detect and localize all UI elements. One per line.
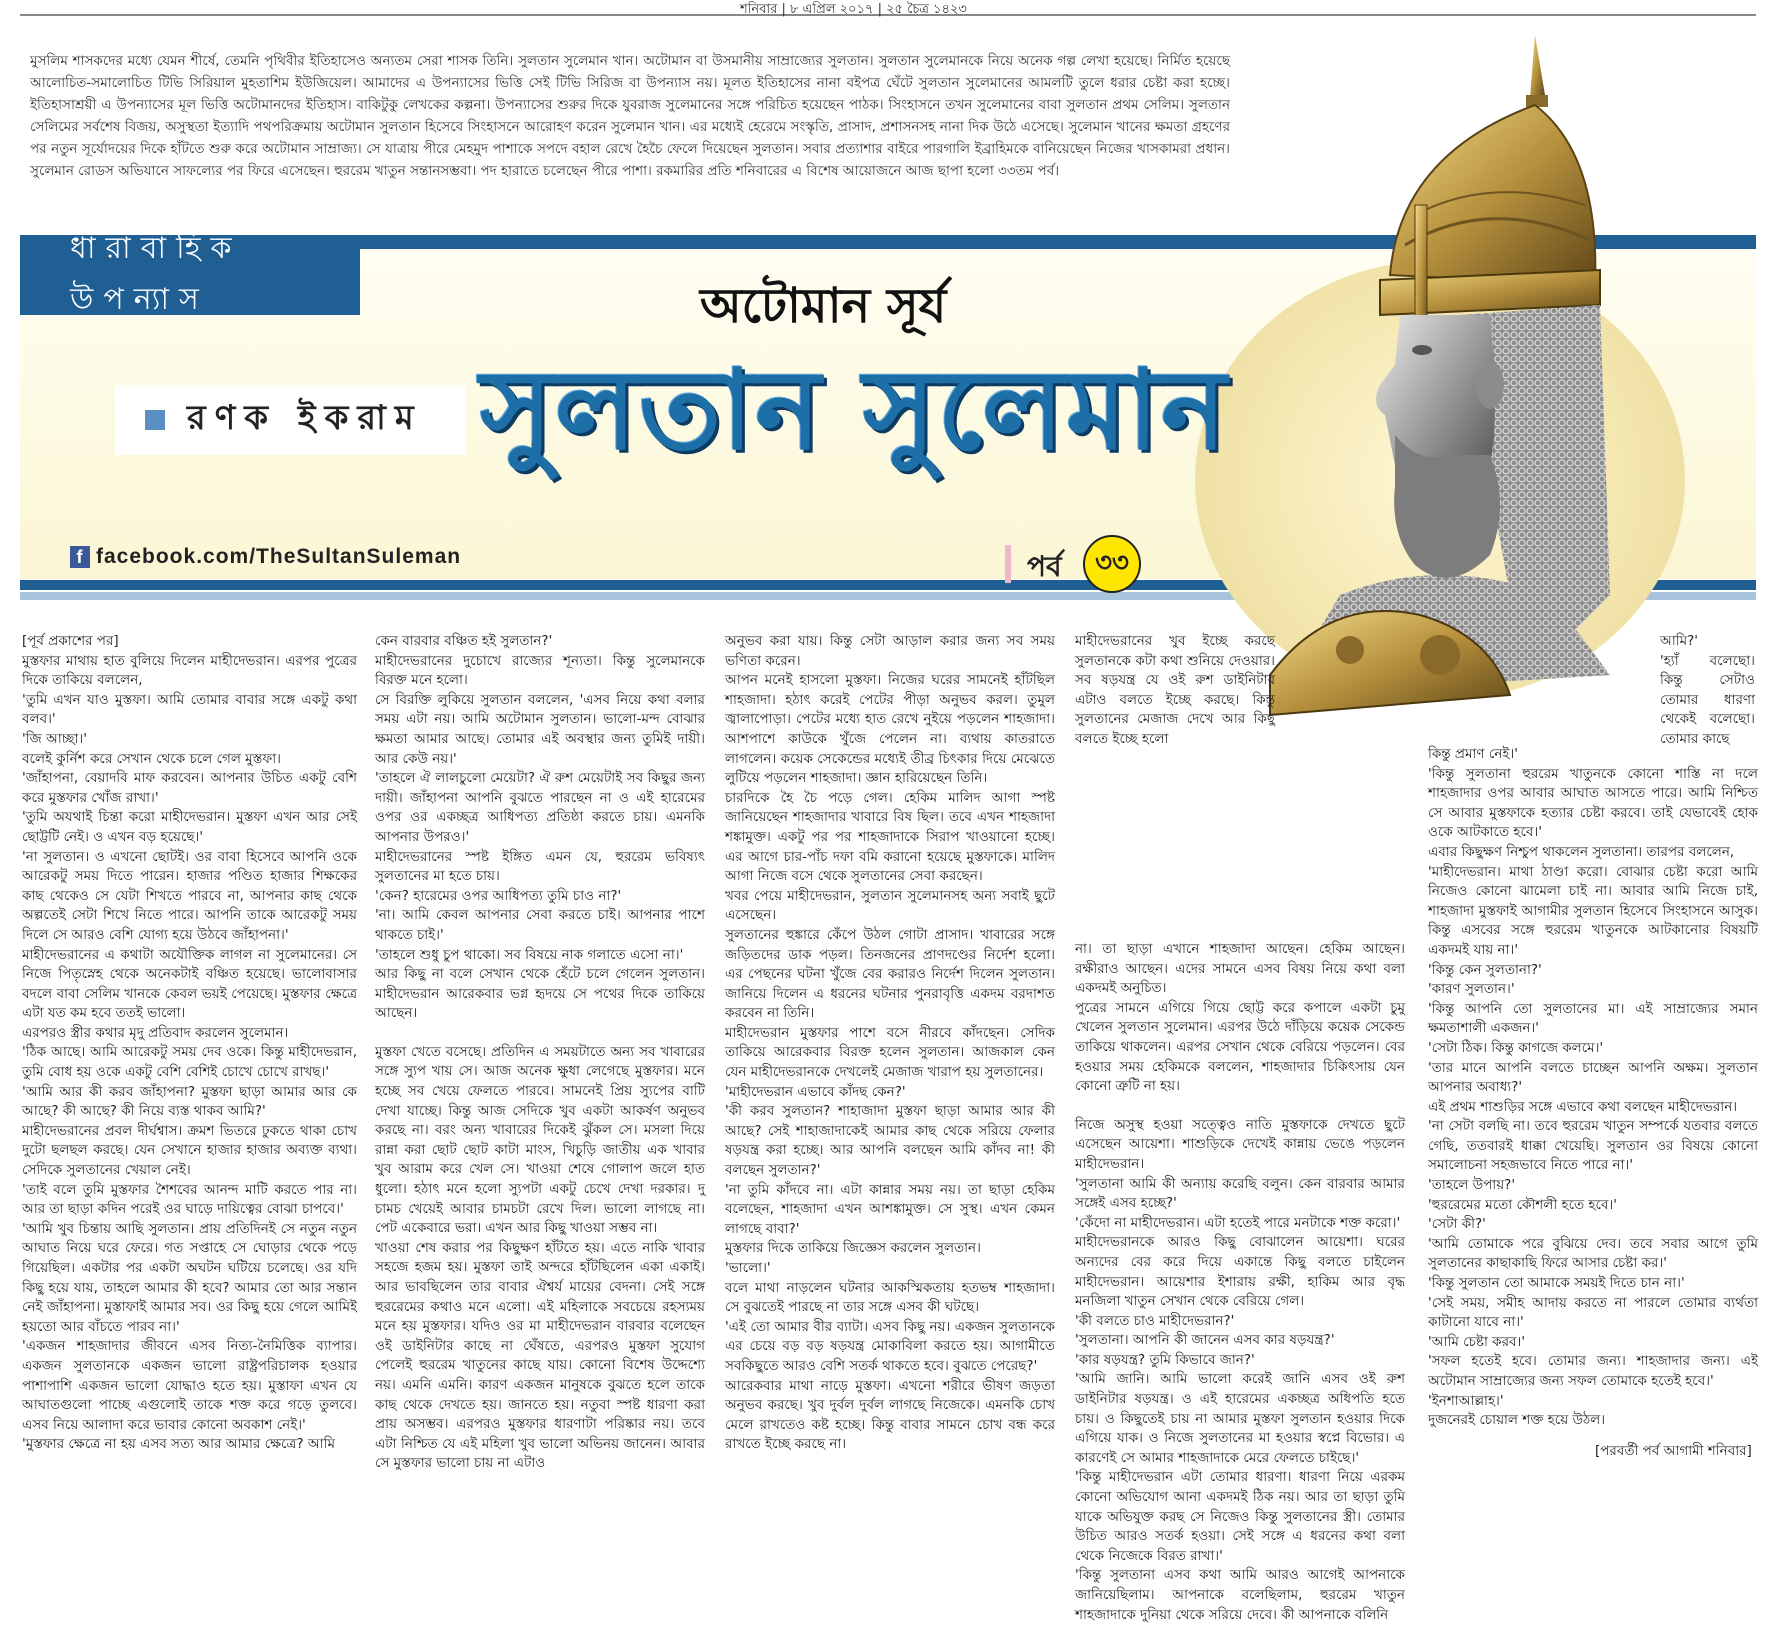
- paragraph: 'তাহলে ঐ লালচুলো মেয়েটা? ঐ রুশ মেয়েটাই সব কিছুর জন্য দায়ী। জাঁহাপনা আপনি বুঝতে পারছেন না ও এই হারেমের ওপর ওর একচ্ছত্র আধিপত্য প্রতিষ্ঠা করতে চায়। এমনকি আপনার উপরও।': [375, 770, 705, 845]
- paragraph: 'কার ষড়যন্ত্র? তুমি কিভাবে জান?': [1075, 1351, 1255, 1368]
- paragraph: চারদিকে হৈ চৈ পড়ে গেল। হেকিম মালিদ আগা স্পষ্ট জানিয়েছেন শাহজাদার খাবারে বিষ ছিল। তবে এখন শাহজাদা শঙ্কামুক্ত। একটু পর পর শাহজাদাকে সিরাপ খাওয়ানো হচ্ছে। এর আগে চার-পাঁচ দফা বমি করানো হয়েছে মুস্তফাকে। মালিদ আগা নিজে বসে থেকে সুলতানের সেবা করছেন।: [725, 789, 1055, 885]
- paragraph: 'ঠিক আছে। আমি আরেকটু সময় দেব ওকে। কিন্তু মাহীদেভরান, তুমি বোধ হয় ওকে একটু বেশি বেশিই চোখে চোখে রাখছ।': [22, 1044, 357, 1081]
- author-box: [115, 385, 465, 455]
- series-label: ধারাবাহিক উপন্যাস: [20, 235, 360, 315]
- paragraph: 'কিন্তু সুলতান তো আমাকে সময়ই দিতে চান না।': [1428, 1275, 1685, 1292]
- paragraph: মাহীদেভরানের দুচোখে রাজ্যের শূন্যতা। কিন্তু সুলেমানকে বিরক্ত মনে হলো।: [375, 652, 705, 689]
- paragraph: 'কারণ সুলতান।': [1428, 981, 1515, 998]
- paragraph: 'আমি চেষ্টা করব।': [1428, 1333, 1526, 1350]
- paragraph: এবার কিছুক্ষণ নিশ্চুপ থাকলেন সুলতানা। তারপর বললেন,: [1428, 843, 1735, 860]
- paragraph: 'সেই সময়, সমীহ আদায় করতে না পারলে তোমার ব্যর্থতা কাটানো যাবে না।': [1428, 1294, 1758, 1331]
- article-column-4: [1075, 940, 1405, 1625]
- paragraph: 'এই তো আমার বীর ব্যাটা। এসব কিছু নয়। একজন সুলতানকে এর চেয়ে বড় বড় ষড়যন্ত্র মোকাবিলা করতে হয়। আগামীতে সবকিছুতে আরও বেশি সতর্ক থাকতে হবে। বুঝতে পেরেছ?': [725, 1318, 1055, 1374]
- paragraph: মাহীদেভরানের স্পষ্ট ইঙ্গিত এমন যে, হুররেম ভবিষ্যৎ সুলতানের মা হতে চায়।: [375, 848, 705, 885]
- article-column-5-top: [1660, 632, 1755, 750]
- article-column-1: [22, 632, 357, 1455]
- paragraph: 'তাহলে শুধু চুপ থাকো। সব বিষয়ে নাক গলাতে এসো না।': [375, 946, 684, 963]
- paragraph: 'না সেটা বলছি না। তবে হুররেম খাতুন সম্পর্কে যতবার বলতে গেছি, ততবারই ধাক্কা খেয়েছি। সুলতান ওর বিষয়ে কোনো সমালোচনা সহজভাবে নিতে পারে না।': [1428, 1118, 1758, 1174]
- paragraph: 'আমি আর কী করব জাঁহাপনা? মুস্তফা ছাড়া আমার আর কে আছে? কী আছে? কী নিয়ে ব্যস্ত থাকব আমি?': [22, 1083, 357, 1120]
- paragraph: 'সফল হতেই হবে। তোমার জন্য। শাহজাদার জন্য। এই অটোমান সাম্রাজ্যের জন্য সফল তোমাকে হতেই হবে।': [1428, 1353, 1758, 1389]
- paragraph: 'না তুমি কাঁদবে না। এটা কান্নার সময় নয়। তা ছাড়া হেকিম বলেছেন, শাহজাদা এখন আশঙ্কামুক্ত। সে সুস্থ। এখন কেমন লাগছে বাবা?': [725, 1181, 1055, 1237]
- paragraph: মাহীদেভরানের এ কথাটা অযৌক্তিক লাগল না সুলেমানের। সে নিজে পিতৃস্নেহ থেকে অনেকটাই বঞ্চিত হয়েছে। ভালোবাসার বদলে বাবা সেলিম খানকে কেবল ভয়ই পেয়েছে। মুস্তফার ক্ষেত্রে এটা যত কম হবে ততই ভালো।: [22, 946, 357, 1022]
- paragraph: নিজে অসুস্থ হওয়া সত্ত্বেও নাতি মুস্তফাকে দেখতে ছুটে এসেছেন আয়েশা। শাশুড়িকে দেখেই কান্নায় ভেঙে পড়লেন মাহীদেভরান।: [1075, 1116, 1405, 1172]
- paragraph: মুস্তফার মাথায় হাত বুলিয়ে দিলেন মাহীদেভরান। এরপর পুত্রের দিকে তাকিয়ে বললেন,: [22, 652, 357, 689]
- paragraph: বলে মাথা নাড়লেন ঘটনার আকস্মিকতায় হতভম্ব শাহজাদা। সে বুঝতেই পারছে না তার সঙ্গে এসব কী ঘটছে।: [725, 1279, 1055, 1316]
- facebook-icon: f: [70, 546, 90, 568]
- paragraph: এই প্রথম শাশুড়ির সঙ্গে এভাবে কথা বলছেন মাহীদেভরান।: [1428, 1098, 1738, 1115]
- intro-paragraph: মুসলিম শাসকদের মধ্যে যেমন শীর্ষে, তেমনি পৃথিবীর ইতিহাসেও অন্যতম সেরা শাসক তিনি। সুলতান সুলেমান খান। অটোমান বা উসমানীয় সাম্রাজ্যের সুলতান। সুলতান সুলেমানকে নিয়ে অনেক গল্প লেখা হয়েছে। নির্মিত হয়েছে আলোচিত-সমালোচিত টিভি সিরিয়াল মুহতাশিম ইউজিয়েল। আমাদের এ উপন্যাসের ভিত্তি সেই টিভি সিরিজ বা উপন্যাস নয়। মূলত ইতিহাসের নানা বইপত্র ঘেঁটে সুলতান সুলেমানের আমলটি তুলে ধরার চেষ্টা করা হচ্ছে। ইতিহাসাশ্রয়ী এ উপন্যাসের মূল ভিত্তি অটোমানদের ইতিহাস। বাকিটুকু লেখকের কল্পনা। উপন্যাসের শুরুর দিকে যুবরাজ সুলেমানের সঙ্গে পরিচিত হয়েছেন পাঠক। সিংহাসনে তখন সুলেমানের বাবা সুলতান প্রথম সেলিম। সুলতান সেলিমের সর্বশেষ বিজয়, অসুস্থতা ইত্যাদি পথপরিক্রমায় অটোমান সুলতান হিসেবে সিংহাসনে আরোহণ করেন সুলেমান খান। এর মধ্যেই হেরেমে সংস্কৃতি, প্রাসাদ, প্রশাসনসহ নানা দিক উঠে এসেছে। সুলেমান খানের ক্ষমতা গ্রহণের পর নতুন সূর্যোদয়ের দিকে হাঁটতে শুরু করে অটোমান সাম্রাজ্য। সে যাত্রায় পীরে মেহমুদ পাশাকে সপদে বহাল রেখে হৈচৈ ফেলে দিয়েছেন সুলতান। সবার প্রত্যাশার বাইরে পারগালি ইব্রাহিমকে বানিয়েছেন নিজের খাসকামরা প্রধান। সুলেমান রোডস অভিযানে সাফল্যের পর ফিরে এসেছেন। হুররেম খাতুন সন্তানসম্ভবা। পদ হারাতে চলেছেন পীরে পাশা। রকমারির প্রতি শনিবারের এ বিশেষ আয়োজনে আজ ছাপা হলো ৩৩তম পর্ব।: [30, 53, 1230, 179]
- paragraph: [375, 1024, 705, 1043]
- paragraph: কেন বারবার বঞ্চিত হই সুলতান?': [375, 633, 553, 649]
- article-column-4-top: [1075, 632, 1275, 750]
- paragraph: 'আমি জানি। আমি ভালো করেই জানি এসব ওই রুশ ডাইনিটার ষড়যন্ত্র। ও এই হারেমের একচ্ছত্র অধিপতি হতে চায়। ও কিছুতেই চায় না আমার মুস্তফা সুলতান হওয়ার দিকে এগিয়ে যাক। ও নিজে সুলতানের মা হওয়ার স্বপ্নে বিভোর। এ কারণেই সে আমার শাহজাদাকে মেরে ফেলতে চাইছে।': [1075, 1371, 1405, 1466]
- next-part-note: [পরবর্তী পর্ব আগামী শনিবার]: [1595, 1443, 1752, 1459]
- article-column-5: [1428, 745, 1758, 1431]
- paragraph: 'কিন্তু কেন সুলতানা?': [1428, 961, 1542, 978]
- paragraph: না। তা ছাড়া এখানে শাহজাদা আছেন। হেকিম আছেন। রক্ষীরাও আছেন। এদের সামনে এসব বিষয় নিয়ে কথা বলা একদমই অনুচিত।: [1075, 941, 1405, 997]
- paragraph: 'ইনশাআল্লাহ।': [1428, 1392, 1504, 1409]
- paragraph: 'তুমি অযথাই চিন্তা করো মাহীদেভরান। মুস্তফা এখন আর সেই ছোট্টটি নেই। ও এখন বড় হয়েছে।': [22, 809, 357, 845]
- paragraph: 'কেন? হারেমের ওপর আধিপত্য তুমি চাও না?': [375, 887, 622, 904]
- paragraph: বলেই কুর্নিশ করে সেখান থেকে চলে গেল মুস্তফা।: [22, 750, 281, 767]
- episode-bar: [1005, 545, 1011, 583]
- paragraph: খাওয়া শেষ করার পর কিছুক্ষণ হাঁটতে হয়। এতে নাকি খাবার সহজে হজম হয়। মুস্তফা তাই অন্দরে হাঁটছিলেন একা একাই। আর ভাবছিলেন তার বাবার ঐশ্বর্য মায়ের বেদনা। সেই সঙ্গে হুররেমের কথাও মনে এলো। এই মহিলাকে সবচেয়ে রহস্যময় মনে হয় মুস্তফার। যদিও ওর মা মাহীদেভরান বারবার বলেছেন ওই ডাইনিটার কাছে না ঘেঁষতে, এরপরও মুস্তফা সুযোগ পেলেই হুররেম খাতুনের কাছে যায়। কোনো বিশেষ উদ্দেশ্যে নয়। এমনি এমনি। কারণ একজন মানুষকে বুঝতে হলে তাকে কাছ থেকে দেখতে হয়। জানতে হয়। নতুবা স্পষ্ট ধারণা করা প্রায় অসম্ভব। এরপরও মুস্তফার ধারণাটা পরিষ্কার নয়। তবে এটা নিশ্চিত যে এই মহিলা খুব ভালো অভিনয় জানেন। আবার সে মুস্তফার ভালো চায় না এটাও: [375, 1239, 705, 1472]
- paragraph: 'কী বলতে চাও মাহীদেভরান?': [1075, 1312, 1235, 1329]
- paragraph: মুস্তফা খেতে বসেছে। প্রতিদিন এ সময়টাতে অন্য সব খাবারের সঙ্গে স্যুপ খায় সে। আজ অনেক ক্ষুধা লেগেছে মুস্তফার। মনে হচ্ছে সব খেয়ে ফেলতে পারবে। সামনেই প্রিয় স্যুপের বাটি দেখা যাচ্ছে। কিন্তু আজ সেদিকে খুব একটা আকর্ষণ অনুভব করছে না। বরং অন্য খাবারের দিকেই ঝুঁকল সে। মসলা দিয়ে রান্না করা ছোট ছোট কাটা মাংস, খিচুড়ি জাতীয় এক খাবার খুব আরাম করে খেল সে। খাওয়া শেষে গোলাপ জলে হাত ধুলো। হঠাৎ মনে হলো স্যুপটা একটু চেখে দেখা দরকার। দু চামচ খেয়েই আবার চামচটা রেখে দিল। ভালো লাগছে না। পেট একেবারে ভরা। এখন আর কিছু খাওয়া সম্ভব না।: [375, 1043, 705, 1237]
- paragraph: দুজনেরই চোয়াল শক্ত হয়ে উঠল।: [1428, 1412, 1606, 1429]
- paragraph: 'সুলতানা আমি কী অন্যায় করেছি বলুন। কেন বারবার আমার সঙ্গেই এসব হচ্ছে?': [1075, 1175, 1405, 1212]
- paragraph: আপন মনেই হাসলো মুস্তফা। নিজের ঘরের সামনেই হাঁটছিল শাহজাদা। হঠাৎ করেই পেটের পীড়া অনুভব করল। তুমুল জ্বালাপোড়া। পেটের মধ্যে হাত রেখে নুইয়ে পড়লেন শাহজাদা। আশপাশে কাউকে খুঁজে পেলেন না। ব্যথায় কাতরাতে লাগলেন। কয়েক সেকেন্ডের মধ্যেই তীব্র চিৎকার দিয়ে মেঝেতে লুটিয়ে পড়লেন শাহজাদা। জ্ঞান হারিয়েছেন তিনি।: [725, 672, 1055, 787]
- paragraph: 'মুস্তফার ক্ষেত্রে না হয় এসব সত্য আর আমার ক্ষেত্রে? আমি: [22, 1436, 335, 1453]
- article-column-2: [375, 632, 705, 1474]
- article-column-3: [725, 632, 1055, 1455]
- paragraph: আমি?': [1660, 633, 1698, 649]
- paragraph: 'জাঁহাপনা, বেয়াদবি মাফ করবেন। আপনার উচিত একটু বেশি করে মুস্তফার খোঁজ রাখা।': [22, 770, 357, 806]
- episode-label: পর্ব: [1027, 550, 1062, 583]
- paragraph: এরপরও স্ত্রীর কথার মৃদু প্রতিবাদ করলেন সুলেমান।: [22, 1024, 289, 1041]
- paragraph: 'মাহীদেভরান এভাবে কাঁদছ কেন?': [725, 1083, 906, 1100]
- paragraph: 'হ্যাঁ বলেছো। কিন্তু সেটাও তোমার ধারণা থেকেই বলেছো। তোমার কাছে: [1660, 652, 1755, 747]
- paragraph: 'তাই বলে তুমি মুস্তফার শৈশবের আনন্দ মাটি করতে পার না। আর তা ছাড়া কদিন পরেই ওর ঘাড়ে দায়িত্বের বোঝা চাপবে।': [22, 1181, 357, 1218]
- paragraph: খবর পেয়ে মাহীদেভরান, সুলতান সুলেমানসহ অন্য সবাই ছুটে এসেছেন।: [725, 887, 1055, 924]
- paragraph: 'না। আমি কেবল আপনার সেবা করতে চাই। আপনার পাশে থাকতে চাই।': [375, 907, 705, 943]
- paragraph: 'তুমি এখন যাও মুস্তফা। আমি তোমার বাবার সঙ্গে একটু কথা বলব।': [22, 691, 357, 728]
- paragraph: 'কী করব সুলতান? শাহাজাদা মুস্তফা ছাড়া আমার আর কী আছে? সেই শাহাজাদাকেই আমার কাছ থেকে সরিয়ে ফেলার ষড়যন্ত্র করা হচ্ছে। আর আপনি বলছেন আমি কাঁদব না! কী বলছেন সুলতান?': [725, 1103, 1055, 1179]
- paragraph: সে বিরক্তি লুকিয়ে সুলতান বললেন, 'এসব নিয়ে কথা বলার সময় এটা নয়। আমি অটোমান সুলতান। ভালো-মন্দ বোঝার ক্ষমতা আমার আছে। তোমার এই অবস্থার জন্য তুমিই দায়ী। আর কেউ নয়।': [375, 691, 705, 767]
- paragraph: 'সেটা ঠিক। কিন্তু কাগজে কলমে।': [1428, 1039, 1604, 1056]
- paragraph: মুস্তফার দিকে তাকিয়ে জিজ্ঞেস করলেন সুলতান।: [725, 1240, 981, 1257]
- paragraph: 'মাহীদেভরান। মাথা ঠাণ্ডা করো। বোঝার চেষ্টা করো আমি নিজেও কোনো ঝামেলা চাই না। আবার আমি নিজে চাই, শাহজাদা মুস্তফাই আগামীর সুলতান হিসেবে সিংহাসনে আসুক। কিন্তু এসবের সঙ্গে হুররেম খাতুনকে আটকানোর বিষয়টি একদমই যায় না।': [1428, 863, 1758, 958]
- main-title: সুলতান সুলেমান: [480, 346, 1229, 474]
- paragraph: 'ভালো।': [725, 1260, 771, 1276]
- sultan-portrait-image: [1190, 35, 1610, 735]
- paragraph: 'সেটা কী?': [1428, 1216, 1486, 1233]
- paragraph: মাহীদেভরানের প্রবল দীর্ঘশ্বাস। ক্রমশ ভিতরে ঢুকতে থাকা চোখ দুটো ছলছল করছে। যেন সেখানে হাজার হাজার অব্যক্ত ব্যথা। সেদিকে সুলতানের খেয়াল নেই।: [22, 1122, 357, 1179]
- paragraph: [পূর্ব প্রকাশের পর]: [22, 633, 119, 649]
- paragraph: 'কিন্তু আপনি তো সুলতানের মা। এই সাম্রাজ্যের সমান ক্ষমতাশালী একজন।': [1428, 1000, 1758, 1037]
- paragraph: 'হুররেমের মতো কৌশলী হতে হবে।': [1428, 1196, 1617, 1213]
- facebook-link[interactable]: [70, 545, 461, 569]
- paragraph: মাহীদেভরান মুস্তফার পাশে বসে নীরবে কাঁদছেন। সেদিক তাকিয়ে আরেকবার বিরক্ত হলেন সুলতান। আজকাল কেন যেন মাহীদেভরানকে দেখলেই মেজাজ খারাপ হয় সুলতানের।: [725, 1024, 1055, 1081]
- paragraph: 'কিন্তু সুলতানা এসব কথা আমি আরও আগেই আপনাকে জানিয়েছিলাম। আপনাকে বলেছিলাম, হুররেম খাতুন শাহজাদাকে দুনিয়া থেকে সরিয়ে দেবে। কী আপনাকে বলিনি: [1075, 1567, 1405, 1623]
- paragraph: সুলতানের হুঙ্কারে কেঁপে উঠল গোটা প্রাসাদ। খাবারের সঙ্গে জড়িতদের ডাক পড়ল। তিনজনের প্রাণদণ্ডের নির্দেশ হলো। এর পেছনের ঘটনা খুঁজে বের করারও নির্দেশ দিলেন সুলতান। জানিয়ে দিলেন এ ধরনের ঘটনার পুনরাবৃত্তি একদম বরদাশত করবেন না তিনি।: [725, 926, 1055, 1022]
- paragraph: 'না সুলতান। ও এখনো ছোটই। ওর বাবা হিসেবে আপনি ওকে আরেকটু সময় দিতে পারেন। হাজার পণ্ডিত হাজার শিক্ষকের কাছ থেকেও সে যেটা শিখতে পারবে না, আপনার কাছ থেকে অল্পতেই সেটা শিখে নিতে পারে। আপনি তাকে আরেকটু সময় দিলে সে আরও বেশি যোগ্য হয়ে উঠবে জাঁহাপনা।': [22, 848, 357, 943]
- paragraph: 'কিন্তু সুলতানা হুররেম খাতুনকে কোনো শাস্তি না দলে শাহজাদার ওপর আবার আঘাত আসতে পারে। আমি নিশ্চিত সে আবার মুস্তফাকে হত্যার চেষ্টা করবে। তাই যেভাবেই হোক ওকে আটকাতে হবে।': [1428, 765, 1758, 841]
- paragraph: আরেকবার মাথা নাড়ে মুস্তফা। এখনো শরীরে ভীষণ জড়তা অনুভব করছে। খুব দুর্বল দুর্বল লাগছে নিজেকে। এমনকি চোখ মেলে রাখতেও কষ্ট হচ্ছে। কিন্তু বাবার সামনে চোখ বন্ধ করে রাখতে ইচ্ছে করছে না।: [725, 1377, 1055, 1453]
- subtitle: অটোমান সূর্য: [700, 278, 947, 334]
- paragraph: 'তাহলে উপায়?': [1428, 1177, 1516, 1194]
- paragraph: 'সুলতানা। আপনি কী জানেন এসব কার ষড়যন্ত্র?': [1075, 1332, 1335, 1349]
- paragraph: 'কেঁদো না মাহীদেভরান। এটা হতেই পারে মনটাকে শক্ত করো।': [1075, 1214, 1401, 1231]
- facebook-url: facebook.com/TheSultanSuleman: [96, 545, 462, 568]
- paragraph: অনুভব করা যায়। কিন্তু সেটা আড়াল করার জন্য সব সময় ভণিতা করেন।: [725, 633, 1055, 669]
- paragraph: 'আমি তোমাকে পরে বুঝিয়ে দেব। তবে সবার আগে তুমি সুলতানের কাছাকাছি ফিরে আসার চেষ্টা কর।': [1428, 1235, 1758, 1272]
- paragraph: কিন্তু প্রমাণ নেই।': [1428, 746, 1518, 762]
- author-square-icon: [145, 410, 165, 430]
- paragraph: 'কিন্তু মাহীদেভরান এটা তোমার ধারণা। ধারণা নিয়ে এরকম কোনো অভিযোগ আনা একদমই ঠিক নয়। আর তা ছাড়া তুমি যাকে অভিযুক্ত করছ সে নিজেও কিন্তু সুলতানের স্ত্রী। তোমার উচিত আরও সতর্ক হওয়া। সেই সঙ্গে এ ধরনের কথা বলা থেকে নিজেকে বিরত রাখা।': [1075, 1469, 1405, 1564]
- dateline: শনিবার | ৮ এপ্রিল ২০১৭ | ২৫ চৈত্র ১৪২৩: [740, 2, 967, 17]
- paragraph: 'জি আচ্ছা।': [22, 730, 87, 747]
- paragraph: [1075, 1097, 1405, 1116]
- paragraph: 'আমি খুব চিন্তায় আছি সুলতান। প্রায় প্রতিদিনই সে নতুন নতুন আঘাত নিয়ে ঘরে ফেরে। গত সপ্তাহে সে ঘোড়ার থেকে পড়ে গিয়েছিল। একটার পর একটা অঘটন ঘটিয়ে চলেছে। ওর যদি কিছু হয়ে যায়, তাহলে আমার কী হবে? আমার তো আর সন্তান নেই জাঁহাপনা। মুস্তাফাই আমার সব। ওর কিছু হয়ে গেলে আমিই হয়তো আর বাঁচতে পারব না।': [22, 1220, 357, 1335]
- paragraph: মাহীদেভরানের খুব ইচ্ছে করছে সুলতানকে কটা কথা শুনিয়ে দেওয়ার। সব ষড়যন্ত্র যে ওই রুশ ডাইনিটার এটাও বলতে ইচ্ছে করছে। কিন্তু সুলতানের মেজাজ দেখে আর কিছু বলতে ইচ্ছে হলো: [1075, 633, 1275, 747]
- author-name: রণক ইকরাম: [187, 397, 423, 438]
- paragraph: মাহীদেভরানকে আরও কিছু বোঝালেন আয়েশা। ঘরের অন্যদের বের করে দিয়ে একান্তে কিছু বলতে চাইলেন মাহীদেভরান। আয়েশার ইশারায় রক্ষী, হাকিম আর বৃদ্ধ মনজিলা খাতুন সেখান থেকে বেরিয়ে গেল।: [1075, 1234, 1405, 1310]
- episode-number-badge: ৩৩: [1083, 535, 1141, 593]
- paragraph: 'একজন শাহজাদার জীবনে এসব নিত্য-নৈমিত্তিক ব্যাপার। একজন সুলতানকে একজন ভালো রাষ্ট্রপরিচালক হওয়ার পাশাপাশি একজন ভালো যোদ্ধাও হতে হয়। মুস্তাফা এখন যে আঘাতগুলো পাচ্ছে এগুলোই তাকে শক্ত করে গড়ে তুলবে। এসব নিয়ে আলাদা করে ভাবার কোনো অবকাশ নেই।': [22, 1338, 357, 1433]
- paragraph: আর কিছু না বলে সেখান থেকে হেঁটে চলে গেলেন সুলতান। মাহীদেভরান আরেকবার ভগ্ন হৃদয়ে সে পথের দিকে তাকিয়ে আছেন।: [375, 966, 705, 1022]
- paragraph: পুত্রের সামনে এগিয়ে গিয়ে ছোট্ট করে কপালে একটা চুমু খেলেন সুলতান সুলেমান। এরপর উঠে দাঁড়িয়ে কয়েক সেকেন্ড তাকিয়ে থাকলেন। এরপর সেখান থেকে বেরিয়ে পড়লেন। বের হওয়ার সময় হেকিমকে বললেন, শাহজাদার চিকিৎসায় যেন কোনো ত্রুটি না হয়।: [1075, 999, 1405, 1095]
- paragraph: 'তার মানে আপনি বলতে চাচ্ছেন আপনি অক্ষম। সুলতান আপনার অবাধ্য?': [1428, 1059, 1758, 1096]
